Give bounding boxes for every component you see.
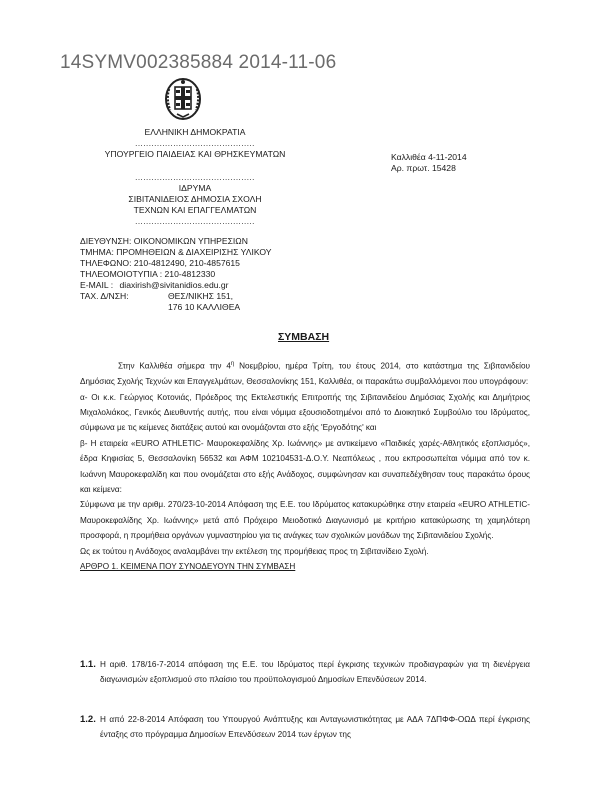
agreement-paragraph: Σύμφωνα με την αριθμ. 270/23-10-2014 Απόφαση της Ε.Ε. του Ιδρύματος κατακυρώθηκε στην εταιρεία «EURO ATHLETIC- Μαυροκεφαλίδης Χρ. Ιωάννης» μετά από Πρόχειρο Μειοδοτικό Διαγωνισμό με κριτήριο κατακύρωσης τη χαμηλότερη προσφορά, η προμήθεια οργάνων γυμναστηρίου για τις ανάγκες των σχολικών μονάδων της Σιβιτανιδείου Σχολής. (80, 500, 530, 541)
acceptance-paragraph: Ως εκ τούτου η Ανάδοχος αναλαμβάνει την εκτέλεση της προμήθειας προς τη Σιβιτανίδειο Σχολή. (80, 546, 429, 556)
email-label: E-MAIL : (80, 280, 114, 290)
article-item-number: 1.2. (80, 714, 96, 725)
party-a-paragraph: α- Οι κ.κ. Γεώργιος Κοτονιάς, Πρόεδρος της Εκτελεστικής Επιτροπής της Σιβιτανιδείου Δημόσιας Σχολής και Δημήτριος Μιχαλολιάκος, Γενικός Διευθυντής αυτής, που είναι νόμιμα εξουσιοδοτημένοι από το Διοικητικό Συμβούλιο του Ιδρύματος, σύμφωνα με τις κείμενες διατάξεις αυτού και ονομάζονται στο εξής 'Εργοδότης' και (80, 392, 530, 433)
party-b-paragraph: β- Η εταιρεία «EURO ATHLETIC- Μαυροκεφαλίδης Χρ. Ιωάννης» με αντικείμενο «Παιδικές χαρές-Αθλητικός εξοπλισμός», έδρα Κηφισίας 5, Θεσσαλονίκη 56532 και ΑΦΜ 102104531-Δ.Ο.Υ. Νεαπόλεως , που εκπροσωπείται νόμιμα από τον κ. Ιωάννη Μαυροκεφαλίδη και που ονομάζεται στο εξής Ανάδοχος, συμφώνησαν και συναπεδέχθησαν τους παρακάτω όρους και κείμενα: (80, 438, 530, 494)
address-street: ΘΕΣ/ΝΙΚΗΣ 151, (168, 291, 234, 301)
address-label: ΤΑΧ. Δ/ΝΣΗ: (80, 291, 129, 301)
article-item (80, 712, 530, 743)
article-item-text: Η αριθ. 178/16-7-2014 απόφαση της Ε.Ε. του Ιδρύματος περί έγκρισης τεχνικών προδιαγραφών για τη διενέργεια διαγωνισμών εξοπλισμού στο πλαίσιο του προϋπολογισμού Δημοσίων Επενδύσεων 2014. (100, 660, 530, 685)
foundation-block (75, 172, 315, 227)
protocol-number: Αρ. πρωτ. 15428 (391, 163, 456, 173)
document-id: 14SYMV002385884 2014-11-06 (60, 52, 337, 73)
separator-dots: ............................................ (135, 139, 255, 148)
separator-dots: ............................................ (135, 173, 255, 182)
document-title: ΣΥΜΒΑΣΗ (278, 331, 330, 343)
separator-dots: ............................................ (135, 217, 255, 226)
intro-text-rest: Νοεμβρίου, ημέρα Τρίτη, του έτους 2014, στο κατάστημα της Σιβιτανιδείου Δημόσιας Σχολής Τεχνών και Επαγγελμάτων, Θεσσαλονίκης 151, Καλλιθέα, οι παρακάτω συμβαλλόμενοι που υπογράφουν: (80, 361, 530, 387)
state-emblem-icon (163, 77, 203, 121)
department-line: ΤΜΗΜΑ: ΠΡΟΜΗΘΕΙΩΝ & ΔΙΑΧΕΙΡΙΣΗΣ ΥΛΙΚΟΥ (80, 247, 272, 257)
address-line (80, 291, 271, 302)
email-line (80, 280, 271, 291)
article1-heading: ΑΡΘΡΟ 1. ΚΕΙΜΕΝΑ ΠΟΥ ΣΥΝΟΔΕΥΟΥΝ ΤΗΝ ΣΥΜΒΑΣΗ (80, 562, 296, 572)
school-name-line2: ΤΕΧΝΩΝ ΚΑΙ ΕΠΑΓΓΕΛΜΑΤΩΝ (133, 205, 257, 215)
direction-line: ΔΙΕΥΘΥΝΣΗ: ΟΙΚΟΝΟΜΙΚΩΝ ΥΠΗΡΕΣΙΩΝ (80, 236, 248, 246)
phone-line: ΤΗΛΕΦΩΝΟ: 210-4812490, 210-4857615 (80, 258, 240, 268)
school-name-line1: ΣΙΒΙΤΑΝΙΔΕΙΟΣ ΔΗΜΟΣΙΑ ΣΧΟΛΗ (128, 194, 262, 204)
intro-superscript: η (230, 361, 235, 367)
fax-line: ΤΗΛΕΟΜΟΙΟΤΥΠΙΑ : 210-4812330 (80, 269, 216, 279)
email-address[interactable]: diaxirish@sivitanidios.edu.gr (119, 280, 229, 290)
contract-body (80, 357, 530, 574)
contact-block (80, 236, 271, 313)
article-item (80, 657, 530, 688)
article-item-number: 1.1. (80, 659, 96, 670)
ministry-label: ΥΠΟΥΡΓΕΙΟ ΠΑΙΔΕΙΑΣ ΚΑΙ ΘΡΗΣΚΕΥΜΑΤΩΝ (104, 149, 286, 159)
place-date: Καλλιθέα 4-11-2014 (391, 152, 467, 162)
republic-label: ΕΛΛΗΝΙΚΗ ΔΗΜΟΚΡΑΤΙΑ (144, 127, 246, 137)
address-postcode: 176 10 ΚΑΛΛΙΘΕΑ (168, 302, 241, 312)
header-left (75, 127, 315, 160)
address-line2 (80, 302, 271, 313)
intro-paragraph (80, 357, 530, 390)
intro-text: Στην Καλλιθέα σήμερα την 4 (118, 361, 231, 371)
article-item-text: Η από 22-8-2014 Απόφαση του Υπουργού Ανάπτυξης και Ανταγωνιστικότητας με ΑΔΑ 7ΔΠΦΦ-ΟΩΔ περί έγκρισης ένταξης στο πρόγραμμα Δημοσίων Επενδύσεων 2014 των έργων της (100, 715, 530, 740)
foundation-label: ΙΔΡΥΜΑ (178, 183, 212, 193)
